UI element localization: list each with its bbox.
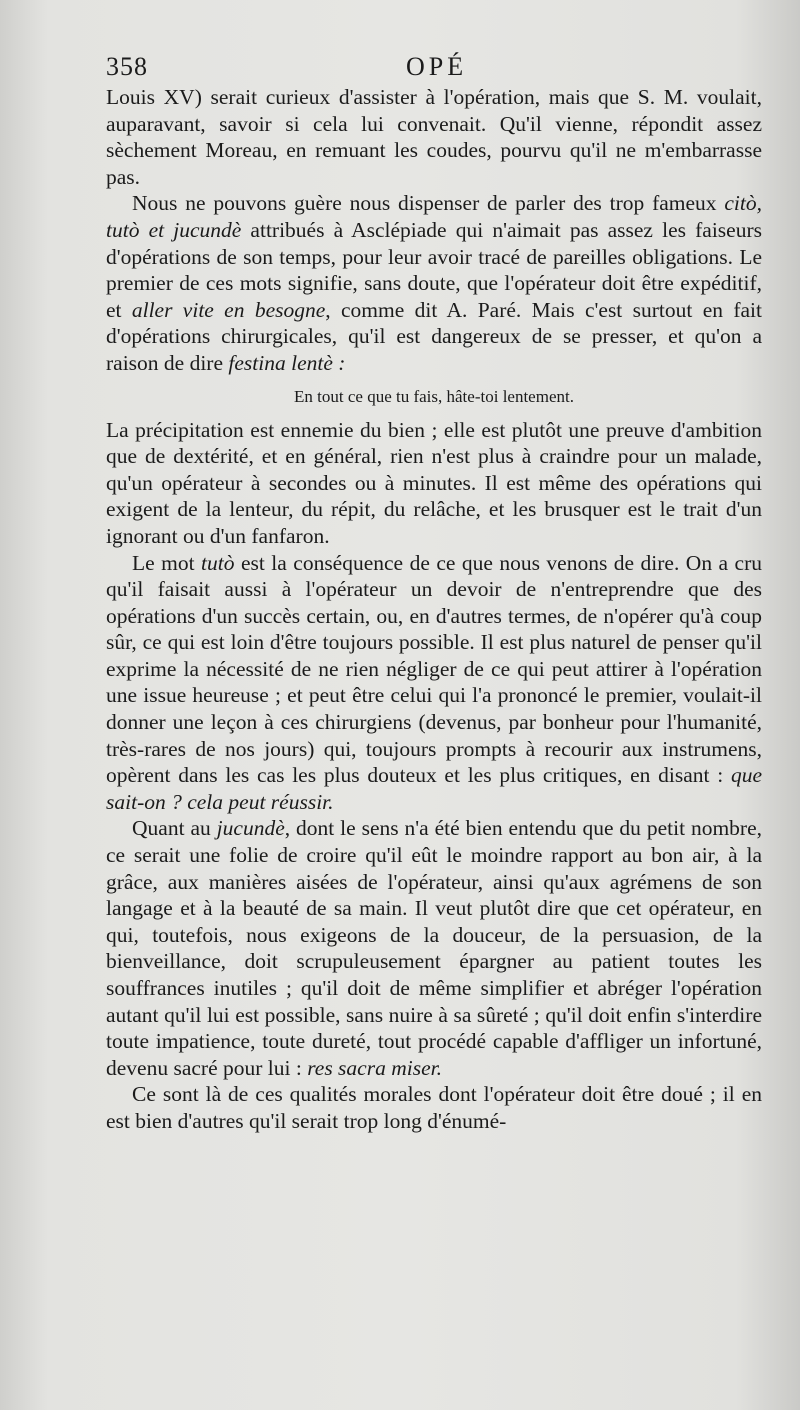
text-run: Nous ne pouvons guère nous dispenser de parler des trop fameux <box>132 191 725 216</box>
text-run: Quant au <box>132 816 217 841</box>
italic-text: festina lentè : <box>228 350 346 375</box>
running-head: OPÉ <box>406 52 468 81</box>
verse-line <box>106 385 762 409</box>
text-run: , comme dit A. Paré. Mais c'est surtout en fait d'opérations chirurgicales, qu'il est dangereux de se presser, et qu'on a raison de dire <box>106 297 762 375</box>
italic-text: tutò <box>201 550 235 575</box>
text-run: En tout ce que tu fais, hâte-toi lentement. <box>294 386 574 406</box>
italic-text: jucundè <box>216 816 285 841</box>
paragraph <box>106 84 762 190</box>
italic-text: que sait-on ? cela peut réussir. <box>106 763 762 814</box>
paragraph <box>106 190 762 376</box>
page-number: 358 <box>106 52 148 81</box>
text-run: Ce sont là de ces qualités morales dont l'opérateur doit être doué ; il en est bien d'autres qu'il serait trop long d'énumé- <box>106 1082 762 1133</box>
italic-text: aller vite en besogne <box>131 297 326 322</box>
italic-text: citò, tutò et jucundè <box>106 191 762 242</box>
paragraph <box>106 550 762 816</box>
body-text <box>106 84 762 1135</box>
page-header <box>106 52 766 88</box>
text-run: attribués à Asclépiade qui n'aimait pas assez les faiseurs d'opérations de son temps, pour leur avoir tracé de pareilles obligations. Le premier de ces mots signifie, sans doute, que l'opérateur doit être expéditif, et <box>106 217 762 322</box>
paragraph <box>106 815 762 1081</box>
paragraph <box>106 1081 762 1134</box>
text-run: , dont le sens n'a été bien entendu que du petit nombre, ce serait une folie de croire qu'il eût le moindre rapport au bon air, à la grâce, aux manières aisées de l'opérateur, ainsi qu'aux agrémens de son langage et à la beauté de sa main. Il veut plutôt dire que cet opérateur, en qui, toutefois, nous exigeons de la douceur, de la persuasion, de la bienveillance, doit scrupuleusement épargner au patient toutes les souffrances inutiles ; qu'il doit de même simplifier et abréger l'opération autant qu'il lui est possible, sans nuire à sa sûreté ; qu'il doit enfin s'interdire toute impatience, toute dureté, tout procédé capable d'affliger un infortuné, devenu sacré pour lui : <box>106 816 763 1080</box>
text-run: Louis XV) serait curieux d'assister à l'opération, mais que S. M. voulait, auparavant, savoir si cela lui convenait. Qu'il vienne, répondit assez sèchement Moreau, en remuant les coudes, pourvu qu'il ne m'embarrasse pas. <box>106 85 762 189</box>
text-run: est la conséquence de ce que nous venons de dire. On a cru qu'il faisait aussi à l'opérateur un devoir de n'entreprendre que des opérations d'un succès certain, ou, en d'autres termes, de n'opérer qu'à coup sûr, ce qui est loin d'être toujours possible. Il est plus naturel de penser qu'il exprime la nécessité de ne rien négliger de ce qui peut attirer à l'opération une issue heureuse ; et peut être celui qui l'a prononcé le premier, voulait-il donner une leçon à ces chirurgiens (devenus, par bonheur pour l'humanité, très-rares de nos jours) qui, toujours prompts à recourir aux instrumens, opèrent dans les cas les plus douteux et les plus critiques, en disant : <box>106 550 763 788</box>
text-run: Le mot <box>132 550 202 575</box>
text-run: La précipitation est ennemie du bien ; elle est plutôt une preuve d'ambition que de dextérité, et en général, rien n'est plus à craindre pour un malade, qu'un opérateur à secondes ou à minutes. Il est même des opérations qui exigent de la lenteur, du répit, du relâche, et les brusquer est le trait d'un ignorant ou d'un fanfaron. <box>106 417 762 548</box>
italic-text: res sacra miser. <box>307 1055 442 1080</box>
paragraph <box>106 417 762 550</box>
